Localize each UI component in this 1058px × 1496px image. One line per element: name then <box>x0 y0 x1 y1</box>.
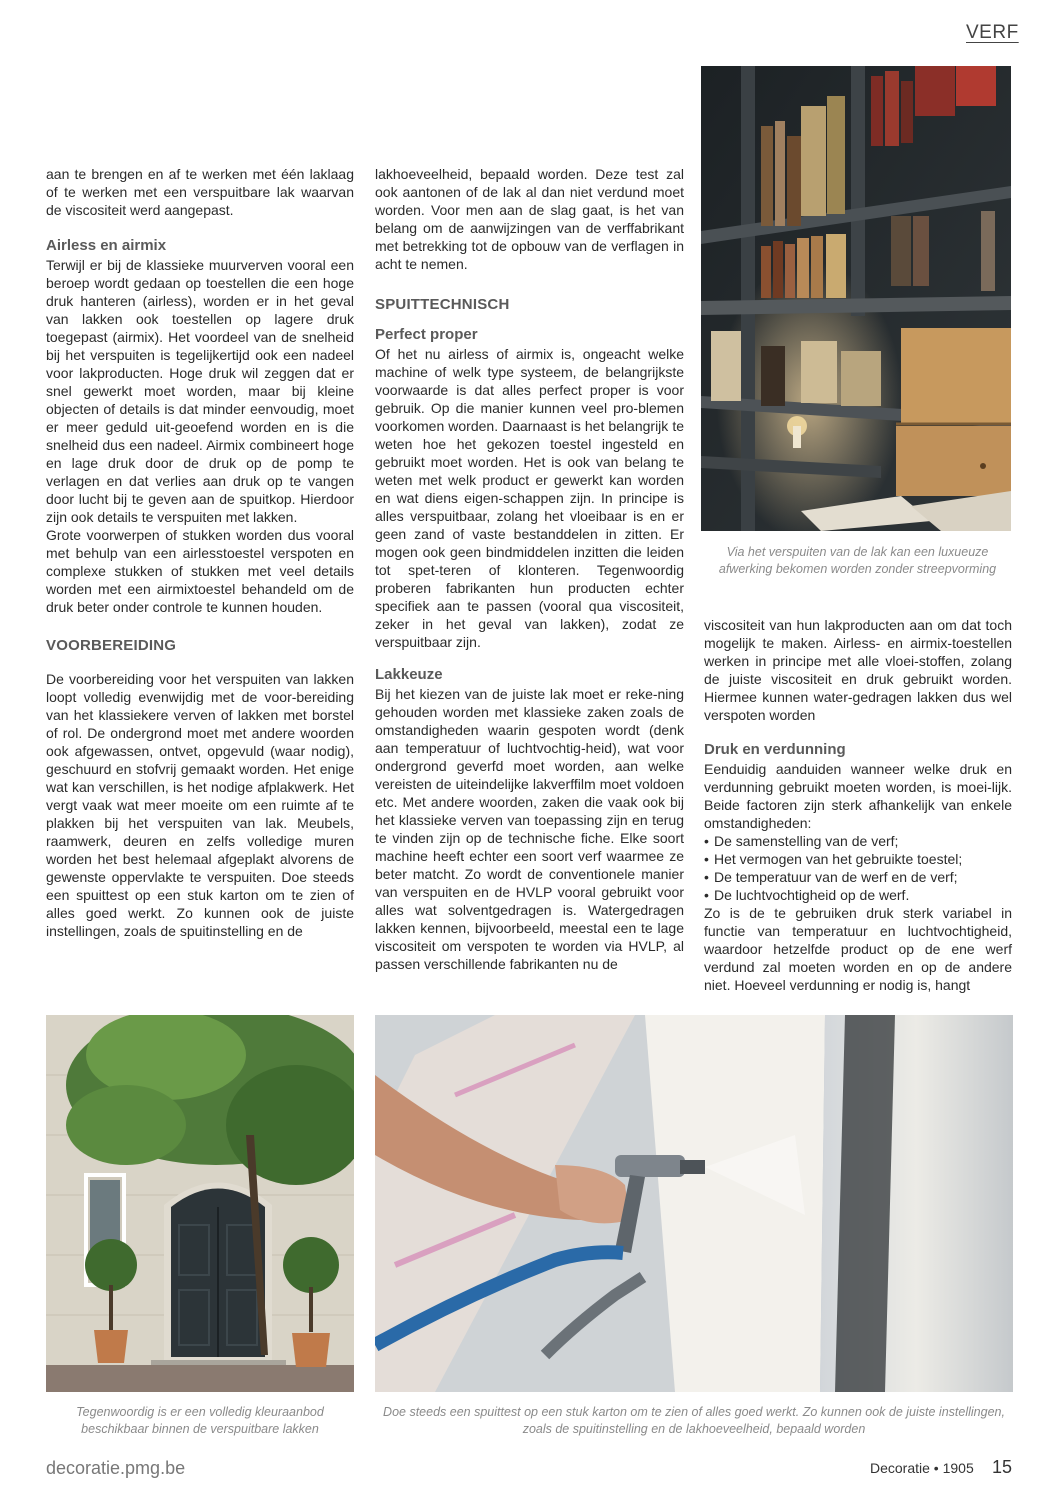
house-photo <box>46 1015 354 1392</box>
column-1 <box>46 165 354 940</box>
heading-lakkeuze: Lakkeuze <box>375 666 443 683</box>
caption-bookshelf: Via het verspuiten van de lak kan een luxueuze afwerking bekomen worden zonder streepvorming <box>718 545 997 576</box>
footer-magazine: Decoratie • 1905 <box>870 1460 974 1476</box>
house-illustration <box>46 1015 354 1392</box>
heading-airless-airmix: Airless en airmix <box>46 237 167 254</box>
col3-intro: viscositeit van hun lakproducten aan om dat toch mogelijk te maken. Airless- en airmix-toestellen werken in principe met alle vloei-stoffen, zolang de juiste viscositeit en druk gebruikt worden. Hiermee kunnen water-gedragen lakken dus wel verspoten worden <box>704 617 1012 723</box>
col2-intro: lakhoeveelheid, bepaald worden. Deze test zal ook aantonen of de lak al dan niet verdund moet worden. Voor men aan de slag gaat, is het van belang om de aanwijzingen van de verffabrikant met betrekking tot de opbouw van de verflagen in acht te nemen. <box>375 166 684 272</box>
col1-intro: aan te brengen en af te werken met één laklaag of te werken met een verspuitbare lak waarvan de viscositeit werd aangepast. <box>46 166 354 218</box>
paragraph-grote-voorwerpen: Grote voorwerpen of stukken worden dus vooral met behulp van een airlesstoestel verspoten en complexe stukken of stukken met veel details worden met een airmixtoestel behandeld om de druk beter onder controle te kunnen houden. <box>46 527 354 615</box>
page-number: 15 <box>992 1457 1013 1477</box>
paragraph-perfect-proper: Of het nu airless of airmix is, ongeacht welke machine of welk type systeem, de belangrijkste voorwaarde is dat alles perfect proper is voor gebruik. Op die manier kunnen veel pro-blemen voorkomen worden. Daarnaast is het belangrijk te weten hoe het gekozen toestel ingesteld en gebruikt moet worden. Het is ook van belang te weten met welk product er gewerkt kan worden en wat diens eigen-schappen zijn. In principe is alles verspuitbaar, zolang het vloeibaar is en er geen zand of vaste bestanddelen in zitten. Er mogen ook geen bindmiddelen inzitten die leiden tot spet-teren of klonteren. Tegenwoordig proberen fabrikanten hun producten echter specifiek aan te passen (vooral qua viscositeit, zeker in het geval van lakken), zodat ze verspuitbaar zijn. <box>375 346 684 650</box>
caption-house: Tegenwoordig is er een volledig kleuraanbod beschikbaar binnen de verspuitbare lakken <box>76 1405 324 1436</box>
bullet-item: • Het vermogen van het gebruikte toestel; <box>704 850 1012 868</box>
column-2 <box>375 165 684 973</box>
heading-perfect-proper: Perfect proper <box>375 326 478 343</box>
bullet-item: • De luchtvochtigheid op de werf. <box>704 886 1012 904</box>
paragraph-lakkeuze: Bij het kiezen van de juiste lak moet er reke-ning gehouden worden met klassieke zaken zoals de omstandigheden waarin gespoten wordt (denk aan temperatuur of luchtvochtig-heid), wat voor ondergrond geverfd moet worden, aan welke vereisten de uiteindelijke lakverffilm moet voldoen etc. Met andere woorden, zaken die vaak ook bij het klassieke verven van toepassing zijn en terug te vinden zijn op de technische fiche. Elke soort machine heeft echter een soort verf waarmee ze beter matcht. Zo wordt de conventionele manier van verspuiten en de HVLP vooral gebruikt voor alles wat solventgedragen is. Watergedragen lakken kennen, bijvoorbeeld, meestal een te lage viscositeit om verspoten te worden via HVLP, al passen verschillende fabrikanten nu de <box>375 686 684 972</box>
caption-spray: Doe steeds een spuittest op een stuk karton om te zien of alles goed werkt. Zo kunnen ook de juiste instellingen, zoals de spuitinstelling en de lakhoeveelheid, bepaald worden <box>383 1405 1005 1436</box>
section-tag: VERF <box>966 22 1019 43</box>
bookshelf-illustration <box>701 66 1011 531</box>
paragraph-druk: Eenduidig aanduiden wanneer welke druk en verdunning gebruikt moeten worden, is moei-lijk. Beide factoren zijn sterk afhankelijk van enkele omstandigheden: <box>704 761 1012 831</box>
spray-illustration <box>375 1015 1013 1392</box>
column-3 <box>704 616 1012 994</box>
paragraph-zo: Zo is de te gebruiken druk sterk variabel in functie van temperatuur en luchtvochtigheid, waardoor hetzelfde product op de ene werf verdund zal moeten worden en op de andere niet. Hoeveel verdunning er nodig is, hangt <box>704 905 1012 993</box>
paragraph-airless: Terwijl er bij de klassieke muurverven vooral een beroep wordt gedaan op toestellen die een hoge druk hanteren (airless), worden er in het geval van lakken ook toestellen op lagere druk toegepast (airmix). Het voordeel van de snelheid bij het verspuiten is tegelijkertijd ook een nadeel voor lakproducten. Hoge druk wil zeggen dat er snel gewerkt moet worden, maar bij kleine objecten of details is dat minder eenvoudig, moet er meer geduld uit-geoefend worden en is die snelheid dus een nadeel. Airmix combineert hoge en lage druk door de druk op de pomp te verlagen en dat verlies aan druk op te vangen door lucht bij te geven aan de spuitkop. Hierdoor zijn ook details te verspuiten met lakken. <box>46 257 354 525</box>
paragraph-voorbereiding: De voorbereiding voor het verspuiten van lakken loopt volledig evenwijdig met de voor-bereiding van het klassiekere verven of lakken met borstel of rol. De ondergrond moet met andere woorden ook afgewassen, ontvet, opgevuld (waar nodig), geschuurd en stofvrij gemaakt worden. Het enige wat kan verschillen, is het nodige afplakwerk. Het vergt vaak wat meer moeite om een ruimte af te plakken bij het verspuiten van lak. Meubels, raamwerk, deuren en zelfs volledige muren worden het best helemaal afgeplakt alvorens de gewenste oppervlakte te verspuiten. Doe steeds een spuittest op een stuk karton om te zien of alles goed werkt. Zo kunnen ook de juiste instellingen, zoals de spuitinstelling en de <box>46 671 354 939</box>
bullet-item: • De temperatuur van de werf en de verf; <box>704 868 1012 886</box>
heading-voorbereiding: VOORBEREIDING <box>46 637 177 654</box>
bullet-item: • De samenstelling van de verf; <box>704 832 1012 850</box>
footer-url[interactable]: decoratie.pmg.be <box>46 1458 186 1478</box>
heading-spuittechnisch: SPUITTECHNISCH <box>375 296 510 313</box>
bullet-list <box>704 832 1012 904</box>
bookshelf-photo <box>701 66 1011 531</box>
heading-druk-verdunning: Druk en verdunning <box>704 741 846 758</box>
spray-photo <box>375 1015 1013 1392</box>
